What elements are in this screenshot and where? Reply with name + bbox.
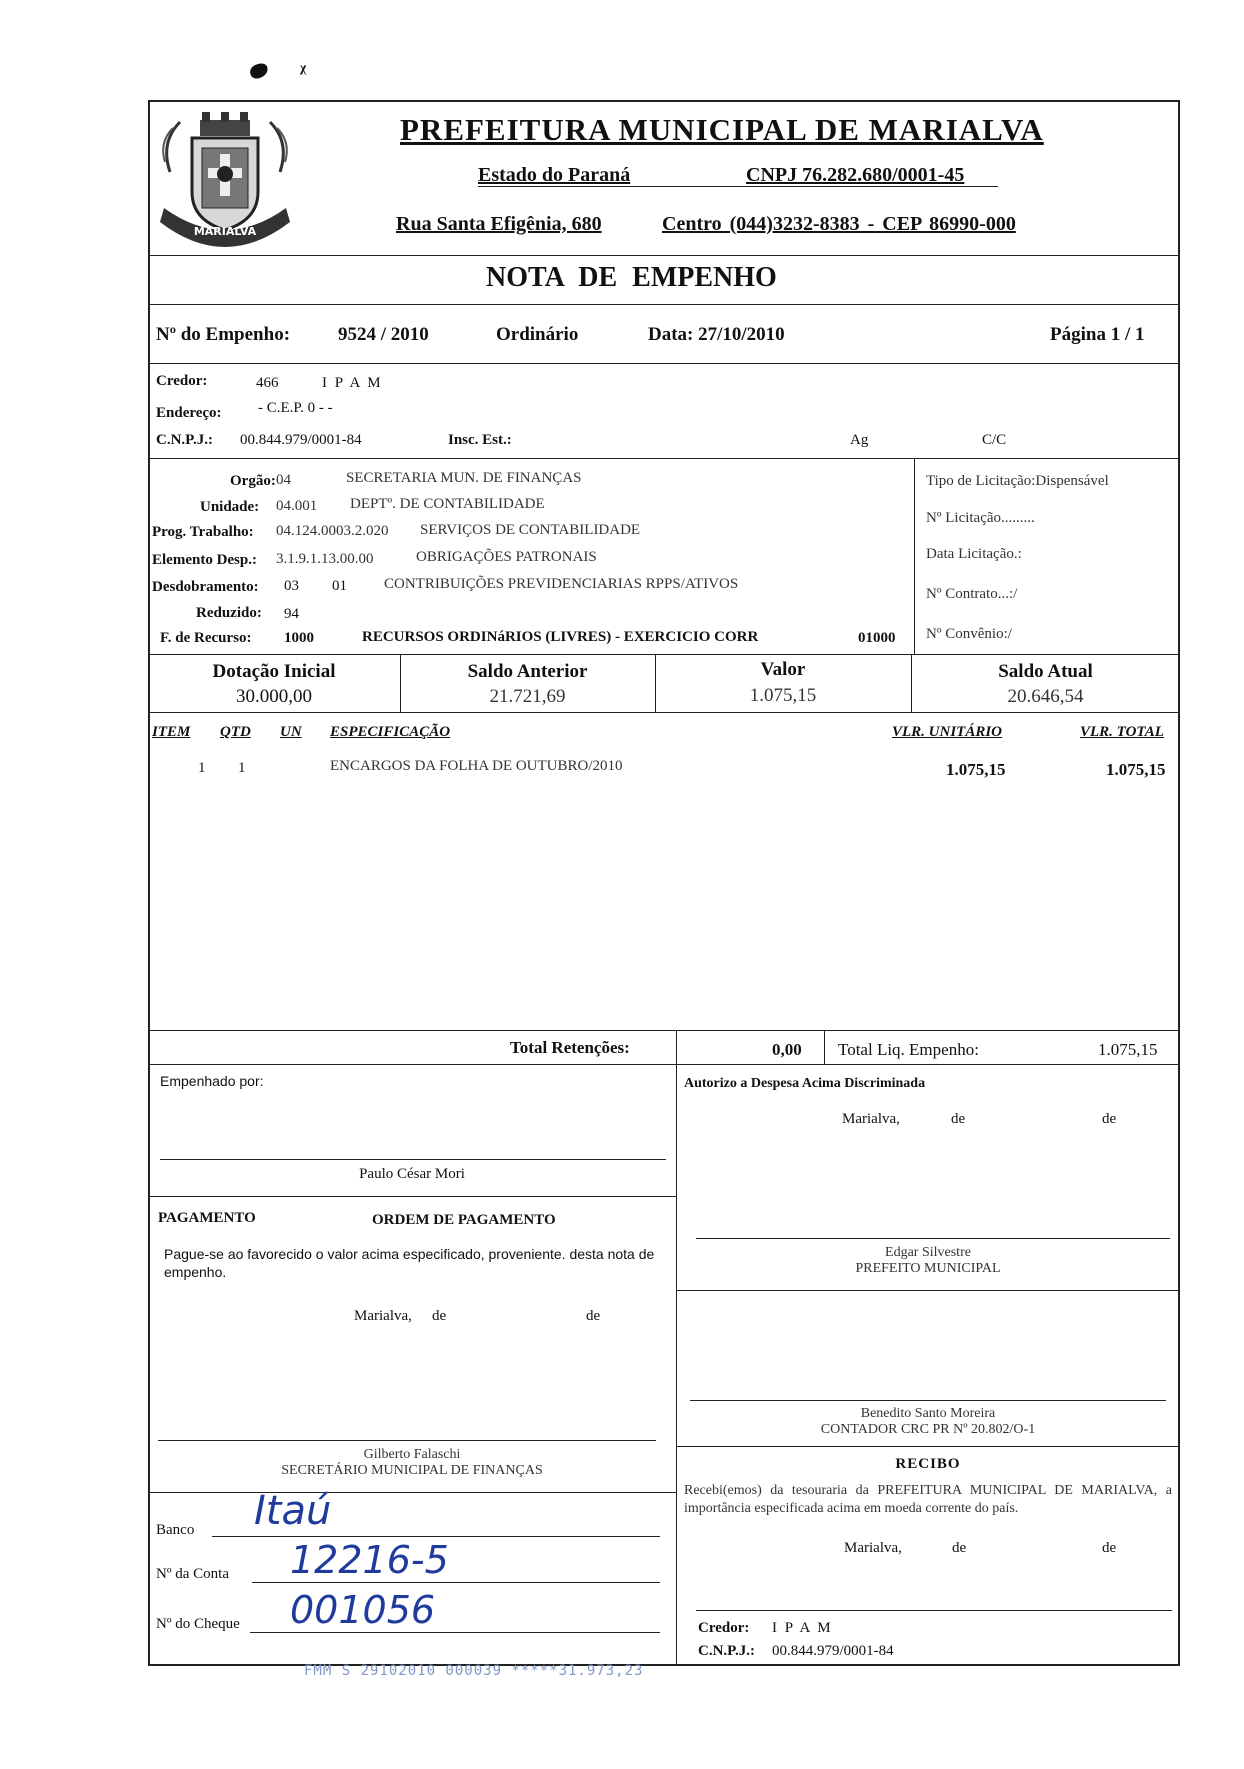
saldo-anterior-label: Saldo Anterior — [467, 661, 588, 682]
pagamento-place: Marialva, — [354, 1308, 412, 1324]
recibo-place: Marialva, — [844, 1540, 902, 1556]
col-qtd: QTD — [220, 724, 251, 740]
address-label: Rua Santa Efigênia, 680 — [396, 213, 602, 235]
prefeito-name: Edgar Silvestre — [885, 1245, 971, 1260]
recibo-credor-value: I P A M — [772, 1620, 833, 1636]
reduzido-value: 94 — [284, 606, 299, 622]
doc-title: NOTA DE EMPENHO — [486, 262, 777, 293]
total-liq-label: Total Liq. Empenho: — [838, 1040, 979, 1059]
contador-role: CONTADOR CRC PR Nº 20.802/O-1 — [820, 1422, 1036, 1437]
banco-label: Banco — [156, 1522, 195, 1538]
col-vlr-total: VLR. TOTAL — [1080, 724, 1164, 740]
desdobramento-name: CONTRIBUIÇÕES PREVIDENCIARIAS RPPS/ATIVOS — [384, 576, 739, 592]
unidade-label: Unidade: — [200, 499, 260, 515]
recibo-label: RECIBO — [895, 1456, 961, 1472]
coat-of-arms-logo — [150, 102, 300, 260]
address-field-label: Endereço: — [156, 405, 222, 421]
autorizo-de-1: de — [951, 1111, 966, 1127]
recibo-de-2: de — [1102, 1540, 1117, 1556]
pagamento-de-1: de — [432, 1308, 447, 1324]
total-retencoes-value: 0,00 — [772, 1040, 802, 1059]
dotacao-inicial-value: 30.000,00 — [236, 686, 312, 707]
table-row-qtd: 1 — [238, 760, 246, 776]
desdobramento-label: Desdobramento: — [152, 579, 259, 595]
scan-mark: ᵡ — [300, 58, 307, 83]
page-number: Página 1 / 1 — [1050, 324, 1145, 345]
desdobramento-b: 01 — [332, 578, 347, 594]
col-un: UN — [280, 724, 302, 740]
orgao-label: Orgão: — [230, 473, 276, 489]
elemento-name: OBRIGAÇÕES PATRONAIS — [416, 549, 597, 565]
autorizo-de-2: de — [1102, 1111, 1117, 1127]
prog-trabalho-code: 04.124.0003.2.020 — [276, 523, 389, 539]
empenho-type: Ordinário — [496, 324, 579, 345]
elemento-code: 3.1.9.1.13.00.00 — [276, 551, 374, 567]
contador-name: Benedito Santo Moreira — [860, 1406, 996, 1421]
credor-cnpj: 00.844.979/0001-84 — [240, 432, 362, 448]
reduzido-label: Reduzido: — [196, 605, 262, 621]
svg-text:MARIALVA: MARIALVA — [193, 225, 257, 238]
recibo-de-1: de — [952, 1540, 967, 1556]
col-vlr-unitario: VLR. UNITÁRIO — [892, 724, 1003, 740]
recibo-text: Recebi(emos) da tesouraria da PREFEITURA MUNICIPAL DE MARIALVA, a importância especificada acima em moeda corrente do país. — [684, 1483, 1172, 1516]
autorizo-label: Autorizo a Despesa Acima Discriminada — [684, 1076, 926, 1091]
recibo-cnpj-label: C.N.P.J.: — [698, 1643, 755, 1659]
empenho-number: 9524 / 2010 — [338, 324, 429, 345]
table-row-spec: ENCARGOS DA FOLHA DE OUTUBRO/2010 — [330, 758, 623, 774]
fonte-label: F. de Recurso: — [160, 630, 252, 646]
cheque-label: Nº do Cheque — [156, 1616, 240, 1632]
recibo-credor-label: Credor: — [698, 1620, 750, 1636]
data-licitacao: Data Licitação.: — [926, 546, 1022, 562]
credor-label: Credor: — [156, 373, 208, 389]
fonte-value: 1000 — [284, 630, 314, 646]
ag-label: Ag — [850, 432, 869, 448]
pagamento-de-2: de — [586, 1308, 601, 1324]
fonte-name: RECURSOS ORDINáRIOS (LIVRES) - EXERCICIO CORR — [362, 629, 759, 645]
valor-label: Valor — [760, 659, 806, 680]
secretario-role: SECRETÁRIO MUNICIPAL DE FINANÇAS — [281, 1463, 543, 1478]
conta-handwritten: 12216-5 — [290, 1538, 449, 1582]
cheque-handwritten: 001056 — [290, 1588, 436, 1632]
credor-cnpj-label: C.N.P.J.: — [156, 432, 213, 448]
numero-contrato: Nº Contrato...:/ — [926, 586, 1018, 602]
dotacao-inicial-label: Dotação Inicial — [212, 661, 336, 682]
desdobramento-a: 03 — [284, 578, 299, 594]
empenhado-name: Paulo César Mori — [359, 1166, 465, 1182]
banco-handwritten: Itaú — [254, 1488, 332, 1534]
scan-mark — [248, 62, 269, 80]
recibo-cnpj-value: 00.844.979/0001-84 — [772, 1643, 894, 1659]
prefeito-role: PREFEITO MUNICIPAL — [855, 1261, 1001, 1276]
unidade-name: DEPTº. DE CONTABILIDADE — [350, 496, 545, 512]
saldo-anterior-value: 21.721,69 — [489, 686, 566, 707]
empenho-label: Nº do Empenho: — [156, 324, 291, 345]
credor-code: 466 — [256, 375, 279, 391]
prefeitura-title: PREFEITURA MUNICIPAL DE MARIALVA — [400, 112, 1044, 147]
pagamento-label: PAGAMENTO — [158, 1210, 256, 1226]
unidade-code: 04.001 — [276, 498, 318, 514]
credor-name: I P A M — [322, 375, 383, 391]
valor-value: 1.075,15 — [749, 685, 817, 706]
col-item: ITEM — [152, 724, 191, 740]
table-row-unit: 1.075,15 — [946, 760, 1006, 779]
insc-est-label: Insc. Est.: — [448, 432, 512, 448]
state-label: Estado do Paraná — [478, 164, 631, 186]
conta-label: Nº da Conta — [156, 1566, 229, 1582]
empenhado-label: Empenhado por: — [160, 1073, 264, 1089]
saldo-atual-label: Saldo Atual — [998, 661, 1093, 682]
total-retencoes-label: Total Retenções: — [510, 1038, 630, 1057]
empenho-date: Data: 27/10/2010 — [648, 324, 785, 345]
prog-trabalho-name: SERVIÇOS DE CONTABILIDADE — [420, 522, 641, 538]
numero-convenio: Nº Convênio:/ — [926, 626, 1012, 642]
cc-label: C/C — [982, 432, 1007, 448]
address-value: - C.E.P. 0 - - — [258, 400, 333, 416]
cnpj-label: CNPJ 76.282.680/0001-45 — [746, 164, 965, 186]
autorizo-place: Marialva, — [842, 1111, 900, 1127]
table-row-total: 1.075,15 — [1106, 760, 1166, 779]
total-liq-value: 1.075,15 — [1098, 1040, 1158, 1059]
machine-stamp: FMM S 29102010 000039 *****31.973,23 — [304, 1663, 644, 1679]
fonte-code: 01000 — [858, 630, 896, 646]
prog-trabalho-label: Prog. Trabalho: — [152, 524, 254, 540]
orgao-code: 04 — [276, 472, 291, 488]
table-row-item: 1 — [198, 760, 206, 776]
col-especificacao: ESPECIFICAÇÃO — [330, 724, 451, 740]
elemento-label: Elemento Desp.: — [152, 552, 257, 568]
address-rest: Centro (044)3232-8383 - CEP 86990-000 — [662, 213, 1016, 235]
saldo-atual-value: 20.646,54 — [1007, 686, 1084, 707]
pagamento-text: Pague-se ao favorecido o valor acima especificado, proveniente. desta nota de empenho. — [164, 1246, 655, 1280]
numero-licitacao: Nº Licitação......... — [926, 510, 1035, 526]
orgao-name: SECRETARIA MUN. DE FINANÇAS — [346, 470, 582, 486]
secretario-name: Gilberto Falaschi — [363, 1447, 461, 1462]
tipo-licitacao: Tipo de Licitação:Dispensável — [926, 473, 1109, 489]
ordem-pagamento-label: ORDEM DE PAGAMENTO — [372, 1212, 556, 1228]
